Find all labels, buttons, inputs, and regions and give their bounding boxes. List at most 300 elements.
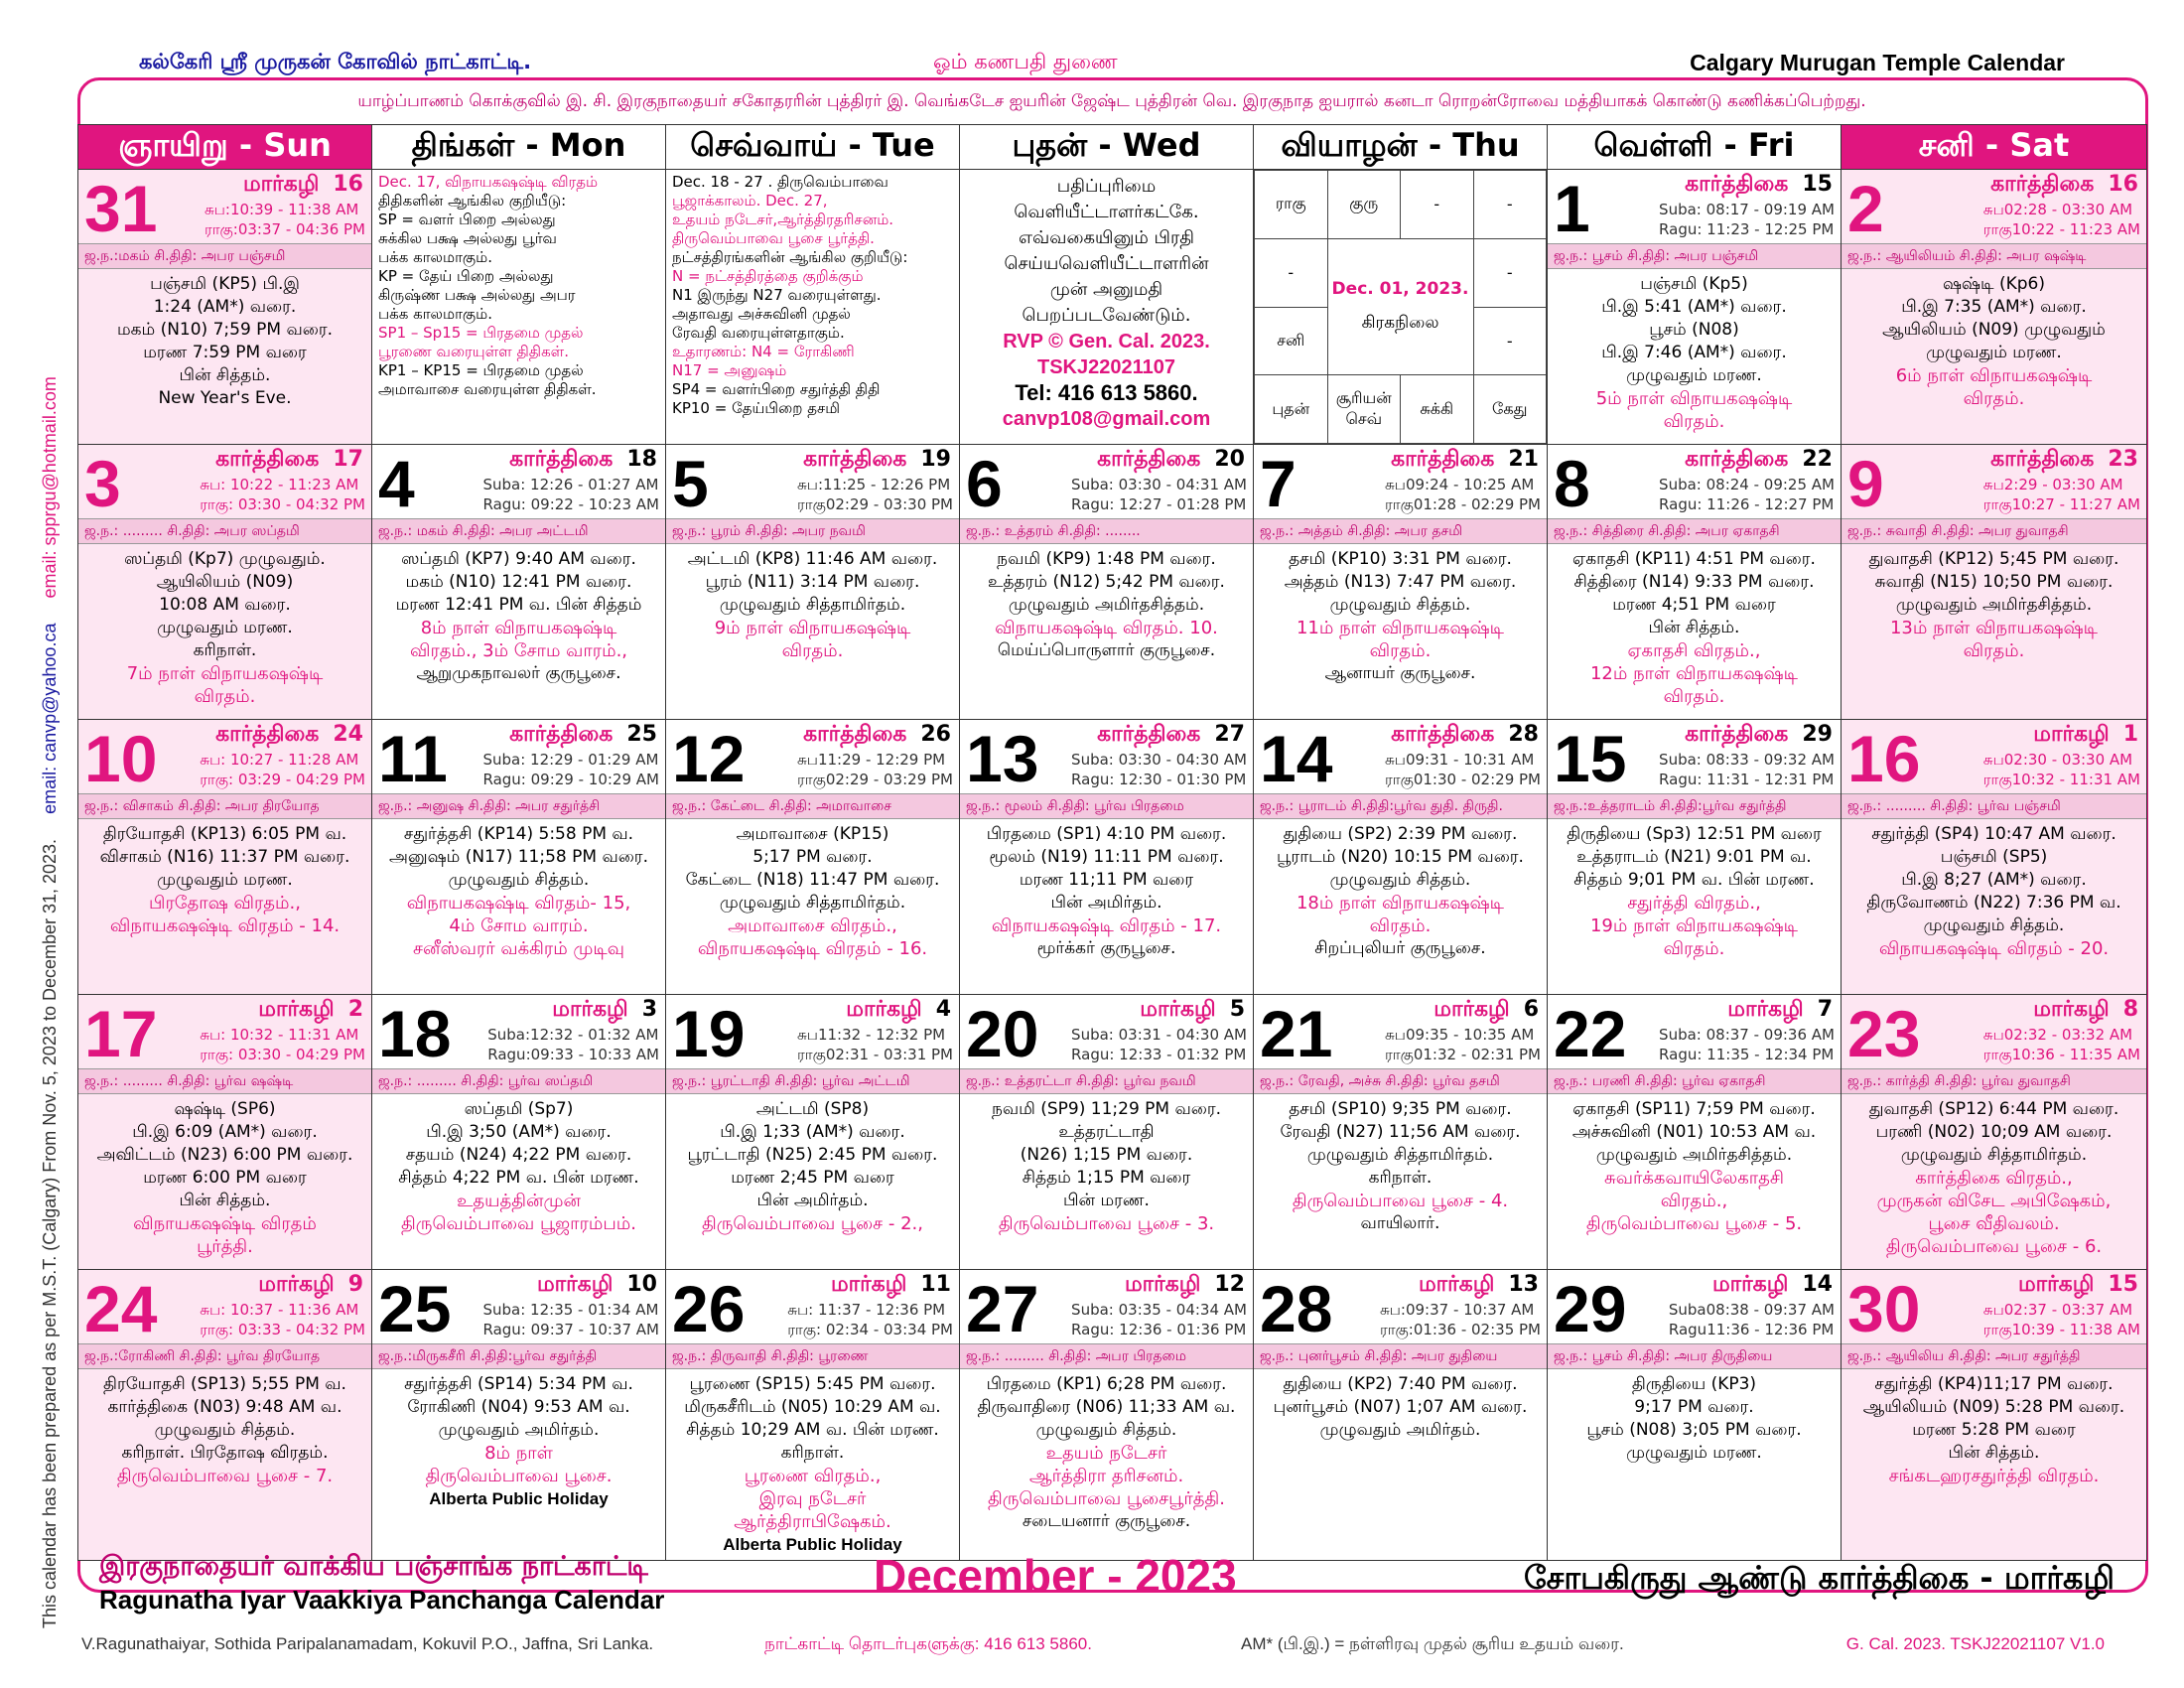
observance: விநாயகஷஷ்டி விரதம் - 16. bbox=[697, 938, 928, 959]
note-line: அமாவாசை வரையுள்ள திதிகள். bbox=[378, 380, 597, 398]
day-number: 31 bbox=[84, 172, 158, 245]
observance: விரதம். bbox=[1369, 640, 1432, 661]
day-header bbox=[666, 445, 959, 518]
detail-line: கரிநாள். bbox=[193, 640, 257, 660]
panchanga-details bbox=[78, 544, 371, 712]
ragu-time: ராகு: 03:30 - 04:29 PM bbox=[200, 1046, 365, 1063]
chart-date: Dec. 01, 2023. கிரகநிலை bbox=[1327, 238, 1473, 375]
detail-line: பஞ்சமி (SP5) bbox=[1940, 847, 2048, 867]
suba-time: சுப:10:39 - 11:38 AM bbox=[204, 201, 359, 218]
guru-pooja: சிறப்புலியர் குருபூசை. bbox=[1314, 938, 1486, 958]
detail-line: முழுவதும் அமிர்தம். bbox=[1319, 1420, 1481, 1440]
day-header bbox=[78, 1270, 371, 1343]
observance: விநாயகஷஷ்டி விரதம் bbox=[133, 1213, 317, 1234]
suba-ragu-times bbox=[797, 1025, 953, 1064]
detail-line: மரண 5:28 PM வரை bbox=[1912, 1420, 2076, 1440]
day-cell-12[interactable] bbox=[666, 720, 960, 995]
tamil-month bbox=[1990, 172, 2138, 200]
day-cell-13[interactable] bbox=[960, 720, 1254, 995]
tamil-month bbox=[258, 1272, 363, 1300]
detail-line: அச்சுவினி (N01) 10:53 AM வ. bbox=[1571, 1122, 1817, 1142]
detail-line: கார்த்திகை (N03) 9:48 AM வ. bbox=[107, 1397, 342, 1417]
tamil-month-name: மார்கழி bbox=[1727, 997, 1804, 1022]
detail-line: சித்தம் 10;29 AM வ. பின் மரண. bbox=[686, 1420, 939, 1440]
nakshatra-tithi-band: ஜ.ந.: ரேவதி, அச்சு சி.திதி: பூர்வ தசமி bbox=[1254, 1068, 1547, 1094]
observance: பிரதோஷ விரதம்., bbox=[149, 893, 301, 914]
observance: கார்த்திகை விரதம்., bbox=[1915, 1168, 2073, 1189]
day-cell-5[interactable] bbox=[666, 445, 960, 720]
day-cell-2[interactable] bbox=[1842, 170, 2147, 445]
guru-pooja: மூர்க்கர் குருபூசை. bbox=[1036, 938, 1176, 958]
day-header bbox=[1254, 995, 1547, 1068]
suba-time: சுப: 10:37 - 11:36 AM bbox=[200, 1301, 359, 1319]
detail-line: பிரதமை (KP1) 6;28 PM வரை. bbox=[986, 1374, 1227, 1394]
day-cell-29[interactable] bbox=[1548, 1270, 1842, 1561]
copyright-line: முன் அனுமதி bbox=[1049, 279, 1163, 300]
note-line: உதாரணம்: N4 = ரோகிணி bbox=[672, 343, 855, 360]
suba-ragu-times bbox=[482, 475, 659, 514]
footer-english-title: Ragunatha Iyar Vaakkiya Panchanga Calendar bbox=[99, 1585, 665, 1615]
day-header bbox=[1548, 170, 1841, 243]
suba-time: Suba: 03:35 - 04:34 AM bbox=[1071, 1301, 1247, 1319]
observance: திருவெம்பாவை பூசை. bbox=[425, 1466, 613, 1486]
panchanga-details bbox=[1842, 269, 2146, 414]
detail-line: பி.இ 8;27 (AM*) வரை. bbox=[1901, 870, 2087, 890]
observance: 13ம் நாள் விநாயகஷஷ்டி bbox=[1889, 618, 2099, 638]
detail-line: சதயம் (N24) 4;22 PM வரை. bbox=[405, 1145, 632, 1165]
tamil-month-day: 19 bbox=[920, 447, 951, 472]
tamil-month bbox=[1097, 722, 1245, 750]
detail-line: ஆயிலியம் (N09) 5:28 PM வரை. bbox=[1862, 1397, 2125, 1417]
observance: விநாயகஷஷ்டி விரதம்- 15, bbox=[406, 893, 631, 914]
observance: உதயத்தின்முன் bbox=[457, 1191, 581, 1211]
day-cell-1[interactable] bbox=[1548, 170, 1842, 445]
detail-line: மரண 6:00 PM வரை bbox=[143, 1168, 307, 1188]
nakshatra-tithi-band: ஜ.ந.:மகம் சி.திதி: அபர பஞ்சமி bbox=[78, 243, 371, 269]
day-cell-8[interactable] bbox=[1548, 445, 1842, 720]
weekday-header: செவ்வாய் - Tue bbox=[666, 125, 960, 170]
observance: ஆர்த்திராபிஷேகம். bbox=[734, 1511, 891, 1532]
tamil-month-name: கார்த்திகை bbox=[1685, 447, 1789, 472]
observance: விநாயகஷஷ்டி விரதம். 10. bbox=[995, 618, 1218, 638]
nakshatra-tithi-band: ஜ.ந.: ......... சி.திதி: அபர பிரதமை bbox=[960, 1343, 1253, 1369]
day-cell-11[interactable] bbox=[372, 720, 666, 995]
day-cell-27[interactable] bbox=[960, 1270, 1254, 1561]
detail-line: ஷஷ்டி (Kp6) bbox=[1942, 274, 2045, 294]
observance: திருவெம்பாவை பூசை - 2., bbox=[702, 1213, 923, 1234]
detail-line: பி.இ 3;50 (AM*) வரை. bbox=[426, 1122, 612, 1142]
detail-line: New Year's Eve. bbox=[158, 388, 292, 408]
tamil-month-day: 29 bbox=[1802, 722, 1833, 747]
day-number: 8 bbox=[1554, 447, 1590, 520]
ragu-time: Ragu: 11:31 - 12:31 PM bbox=[1659, 771, 1835, 788]
panchanga-details bbox=[372, 1369, 665, 1514]
tamil-month-name: கார்த்திகை bbox=[1685, 722, 1789, 747]
nakshatra-tithi-band: ஜ.ந.: விசாகம் சி.திதி: அபர திரயோத bbox=[78, 793, 371, 819]
suba-ragu-times bbox=[1385, 475, 1541, 514]
day-number: 10 bbox=[84, 722, 158, 795]
notes-monday bbox=[372, 170, 666, 445]
note-line: SP4 = வளர்பிறை சதுர்த்தி திதி bbox=[672, 380, 881, 398]
day-number: 12 bbox=[672, 722, 746, 795]
tamil-month-day: 7 bbox=[1817, 997, 1833, 1022]
suba-time: சுப09:35 - 10:35 AM bbox=[1385, 1026, 1535, 1044]
rasi-box: - bbox=[1473, 307, 1547, 375]
weekday-header: வெள்ளி - Fri bbox=[1548, 125, 1842, 170]
observance: 6ம் நாள் விநாயகஷஷ்டி bbox=[1895, 365, 2093, 386]
observance: 8ம் நாள் விநாயகஷஷ்டி bbox=[420, 618, 617, 638]
tamil-month-name: மார்கழி bbox=[2033, 997, 2110, 1022]
panchanga-details bbox=[666, 1369, 959, 1560]
tamil-month-day: 16 bbox=[333, 172, 363, 197]
suba-time: சுப: 10:22 - 11:23 AM bbox=[200, 476, 359, 493]
panchanga-details bbox=[1842, 1094, 2146, 1262]
tamil-month bbox=[509, 447, 657, 475]
day-cell-28[interactable] bbox=[1254, 1270, 1548, 1561]
detail-line: பஞ்சமி (KP5) பி.இ bbox=[150, 274, 300, 294]
day-cell-15[interactable] bbox=[1548, 720, 1842, 995]
nakshatra-tithi-band: ஜ.ந.: சித்திரை சி.திதி: அபர ஏகாதசி bbox=[1548, 518, 1841, 544]
ragu-time: Ragu:09:33 - 10:33 AM bbox=[487, 1046, 659, 1063]
detail-line: முழுவதும் சித்தம். bbox=[1329, 595, 1471, 615]
suba-ragu-times bbox=[487, 1025, 659, 1064]
day-cell-19[interactable] bbox=[666, 995, 960, 1270]
chart-title: கிரகநிலை bbox=[1361, 313, 1439, 333]
tamil-month-name: கார்த்திகை bbox=[215, 447, 320, 472]
day-header bbox=[1842, 445, 2146, 518]
suba-ragu-times bbox=[482, 1300, 659, 1339]
rasi-box: சூரியன் செவ் bbox=[1327, 375, 1401, 444]
ragu-time: ராகு10:22 - 11:23 AM bbox=[1982, 220, 2140, 238]
suba-time: சுப02:32 - 03:32 AM bbox=[1982, 1026, 2133, 1044]
day-header bbox=[1842, 720, 2146, 793]
observance: சனீஸ்வரர் வக்கிரம் முடிவு bbox=[413, 938, 624, 959]
tamil-month-day: 23 bbox=[2108, 447, 2138, 472]
observance: விரதம்., bbox=[1660, 1191, 1728, 1211]
day-cell-31[interactable] bbox=[78, 170, 372, 445]
suba-time: சுப: 11:37 - 12:36 PM bbox=[787, 1301, 946, 1319]
panchanga-details bbox=[1842, 819, 2146, 964]
day-header bbox=[78, 170, 371, 243]
ragu-time: ராகு: 03:33 - 04:32 PM bbox=[200, 1321, 365, 1338]
nakshatra-tithi-band: ஜ.ந.: ஆயிலிய சி.திதி: அபர சதுர்த்தி bbox=[1842, 1343, 2146, 1369]
panchanga-details bbox=[1548, 819, 1841, 964]
tamil-month-name: மார்கழி bbox=[2033, 722, 2110, 747]
sidebar-email-2[interactable]: email: spprgu@hotmail.com bbox=[40, 376, 60, 599]
note-line: SP = வளர் பிறை அல்லது bbox=[378, 211, 556, 228]
detail-line: விசாகம் (N16) 11:37 PM வரை. bbox=[99, 847, 350, 867]
suba-ragu-times bbox=[1983, 200, 2140, 239]
tamil-month-day: 26 bbox=[920, 722, 951, 747]
day-number: 2 bbox=[1847, 172, 1884, 245]
detail-line: ஏகாதசி (KP11) 4:51 PM வரை. bbox=[1572, 549, 1816, 569]
panchanga-details bbox=[1548, 269, 1841, 437]
tamil-month-day: 17 bbox=[333, 447, 363, 472]
tamil-month-name: மார்கழி bbox=[1418, 1272, 1495, 1297]
tamil-month-name: மார்கழி bbox=[242, 172, 320, 197]
day-cell-30[interactable] bbox=[1842, 1270, 2147, 1561]
nakshatra-tithi-band: ஜ.ந.: மகம் சி.திதி: அபர அட்டமி bbox=[372, 518, 665, 544]
tamil-month bbox=[1140, 997, 1245, 1025]
note-line: Dec. 18 - 27 . திருவெம்பாவை bbox=[672, 173, 888, 191]
observance: திருவெம்பாவை பூசை - 5. bbox=[1585, 1213, 1803, 1234]
detail-line: முழுவதும் சித்தாமிர்தம். bbox=[719, 595, 906, 615]
day-cell-6[interactable] bbox=[960, 445, 1254, 720]
panchanga-details bbox=[372, 1094, 665, 1239]
detail-line: முழுவதும் மரண. bbox=[1926, 343, 2062, 362]
detail-line: சதுர்த்தி (SP4) 10:47 AM வரை. bbox=[1871, 824, 2116, 844]
observance: 18ம் நாள் விநாயகஷஷ்டி bbox=[1296, 893, 1505, 914]
day-cell-3[interactable] bbox=[78, 445, 372, 720]
detail-line: ரோகிணி (N04) 9:53 AM வ. bbox=[407, 1397, 630, 1417]
guru-pooja: சடையனார் குருபூசை. bbox=[1022, 1511, 1191, 1531]
detail-line: மரண 11;11 PM வரை bbox=[1019, 870, 1194, 890]
day-header bbox=[1548, 995, 1841, 1068]
note-line: N17 = அனுஷம் bbox=[672, 361, 787, 379]
detail-line: 9;17 PM வரை. bbox=[1634, 1397, 1754, 1417]
tamil-month-name: கார்த்திகை bbox=[509, 722, 614, 747]
ragu-time: Ragu: 09:22 - 10:23 AM bbox=[482, 495, 659, 513]
panchanga-details bbox=[1254, 544, 1547, 689]
ragu-time: ராகு10:39 - 11:38 AM bbox=[1982, 1321, 2140, 1338]
tamil-month-day: 1 bbox=[2122, 722, 2138, 747]
day-number: 15 bbox=[1554, 722, 1627, 795]
panchanga-details bbox=[960, 1369, 1253, 1537]
day-number: 1 bbox=[1554, 172, 1590, 245]
rasi-box: - bbox=[1255, 238, 1328, 307]
tamil-month bbox=[1685, 172, 1833, 200]
nakshatra-tithi-band: ஜ.ந.: கார்த்தி சி.திதி: பூர்வ துவாதசி bbox=[1842, 1068, 2146, 1094]
day-header bbox=[1254, 1270, 1547, 1343]
day-header bbox=[960, 1270, 1253, 1343]
rasi-box: குரு bbox=[1327, 171, 1401, 239]
day-header bbox=[666, 720, 959, 793]
suba-time: சுப11:29 - 12:29 PM bbox=[797, 751, 946, 769]
detail-line: முழுவதும் சித்தம். bbox=[1035, 1420, 1177, 1440]
nakshatra-tithi-band: ஜ.ந.: பூராடம் சி.திதி:பூர்வ துதி. திருதி. bbox=[1254, 793, 1547, 819]
copyright-line: பதிப்புரிமை bbox=[1056, 176, 1157, 197]
tamil-month-day: 22 bbox=[1802, 447, 1833, 472]
detail-line: மூலம் (N19) 11:11 PM வரை. bbox=[989, 847, 1224, 867]
day-cell-9[interactable] bbox=[1842, 445, 2147, 720]
day-cell-10[interactable] bbox=[78, 720, 372, 995]
observance: ஏகாதசி விரதம்., bbox=[1627, 640, 1761, 661]
ragu-time: Ragu: 09:29 - 10:29 AM bbox=[482, 771, 659, 788]
day-number: 18 bbox=[378, 997, 452, 1070]
detail-line: ஷஷ்டி (SP6) bbox=[174, 1099, 276, 1119]
panchanga-details bbox=[960, 819, 1253, 964]
tamil-month bbox=[1685, 447, 1833, 475]
public-holiday: Alberta Public Holiday bbox=[429, 1489, 609, 1508]
detail-line: பூரணை (SP15) 5:45 PM வரை. bbox=[689, 1374, 936, 1394]
observance: விநாயகஷஷ்டி விரதம் - 17. bbox=[991, 915, 1222, 936]
tamil-month-name: மார்கழி bbox=[2017, 1272, 2095, 1297]
nakshatra-tithi-band: ஜ.ந.: உத்தரட்டா சி.திதி: பூர்வ நவமி bbox=[960, 1068, 1253, 1094]
tamil-month bbox=[1433, 997, 1539, 1025]
note-line: பூரணை வரையுள்ள திதிகள். bbox=[378, 343, 569, 360]
day-cell-25[interactable] bbox=[372, 1270, 666, 1561]
tamil-month-name: மார்கழி bbox=[846, 997, 922, 1022]
observance: திருவெம்பாவை பூசைபூர்த்தி. bbox=[988, 1488, 1225, 1509]
detail-line: சதுர்த்தசி (SP14) 5:34 PM வ. bbox=[404, 1374, 633, 1394]
day-cell-7[interactable] bbox=[1254, 445, 1548, 720]
suba-time: சுப:09:37 - 10:37 AM bbox=[1379, 1301, 1535, 1319]
day-cell-23[interactable] bbox=[1842, 995, 2147, 1270]
detail-line: ஏகாதசி (SP11) 7;59 PM வரை. bbox=[1572, 1099, 1816, 1119]
publisher-phone[interactable]: Tel: 416 613 5860. bbox=[1015, 380, 1198, 405]
tamil-month bbox=[215, 722, 363, 750]
detail-line: அத்தம் (N13) 7:47 PM வரை. bbox=[1284, 572, 1517, 592]
nakshatra-tithi-band: ஜ.ந.: ஆயிலியம் சி.திதி: அபர ஷஷ்டி bbox=[1842, 243, 2146, 269]
sidebar-note bbox=[40, 60, 69, 1628]
ragu-time: ராகு: 03:30 - 04:32 PM bbox=[200, 495, 365, 513]
rasi-box: சனி bbox=[1255, 307, 1328, 375]
footer-address: V.Ragunathaiyar, Sothida Paripalanamadam, Kokuvil P.O., Jaffna, Sri Lanka. bbox=[81, 1634, 654, 1653]
day-number: 21 bbox=[1260, 997, 1333, 1070]
ragu-time: ராகு10:27 - 11:27 AM bbox=[1982, 495, 2140, 513]
day-number: 27 bbox=[966, 1272, 1039, 1345]
nakshatra-tithi-band: ஜ.ந.: பூசம் சி.திதி: அபர பஞ்சமி bbox=[1548, 243, 1841, 269]
suba-time: Suba: 03:30 - 04:31 AM bbox=[1071, 476, 1247, 493]
footer-tamil-title: இரகுநாதையர் வாக்கிய பஞ்சாங்க நாட்காட்டி bbox=[99, 1551, 648, 1582]
day-cell-16[interactable] bbox=[1842, 720, 2147, 995]
tamil-month-day: 2 bbox=[347, 997, 363, 1022]
nakshatra-tithi-band: ஜ.ந.: திருவாதி சி.திதி: பூரணை bbox=[666, 1343, 959, 1369]
day-number: 5 bbox=[672, 447, 709, 520]
detail-line: முழுவதும் சித்தம். bbox=[154, 1420, 296, 1440]
tamil-month bbox=[2018, 1272, 2138, 1300]
day-header bbox=[78, 445, 371, 518]
tamil-month-day: 27 bbox=[1214, 722, 1245, 747]
tamil-month-name: மார்கழி bbox=[1711, 1272, 1789, 1297]
tamil-month-name: மார்கழி bbox=[258, 1272, 335, 1297]
day-number: 14 bbox=[1260, 722, 1333, 795]
day-cell-4[interactable] bbox=[372, 445, 666, 720]
suba-ragu-times bbox=[200, 750, 365, 789]
suba-ragu-times bbox=[200, 1025, 365, 1064]
day-cell-20[interactable] bbox=[960, 995, 1254, 1270]
note-line: அதாவது அச்சுவினி முதல் bbox=[672, 305, 851, 323]
detail-line: உத்தராடம் (N21) 9:01 PM வ. bbox=[1576, 847, 1812, 867]
observance: 4ம் சோம வாரம். bbox=[449, 915, 589, 936]
detail-line: ஆயிலியம் (N09) முழுவதும் bbox=[1882, 320, 2106, 340]
suba-time: சுப2:29 - 03:30 AM bbox=[1982, 476, 2123, 493]
detail-line: சதுர்த்தசி (KP14) 5:58 PM வ. bbox=[403, 824, 634, 844]
ragu-time: Ragu: 11:35 - 12:34 PM bbox=[1659, 1046, 1835, 1063]
tamil-month-name: கார்த்திகை bbox=[1391, 447, 1495, 472]
suba-ragu-times bbox=[200, 475, 365, 514]
temple-calendar-title-tamil: கல்கேரி ஸ்ரீ முருகன் கோவில் நாட்காட்டி. bbox=[139, 50, 532, 73]
note-line: திதிகளின் ஆங்கில குறியீடு: bbox=[378, 192, 567, 210]
tamil-month bbox=[1712, 1272, 1833, 1300]
day-number: 9 bbox=[1847, 447, 1884, 520]
observance: பூர்த்தி. bbox=[197, 1236, 253, 1257]
observance: திருவெம்பாவை பூசை - 3. bbox=[998, 1213, 1215, 1234]
publisher-info bbox=[960, 170, 1253, 432]
day-cell-17[interactable] bbox=[78, 995, 372, 1270]
tamil-month-day: 14 bbox=[1802, 1272, 1833, 1297]
panchanga-details bbox=[78, 819, 371, 941]
footer-contact: நாட்காட்டி தொடர்புகளுக்கு: 416 613 5860. bbox=[764, 1634, 1092, 1653]
day-cell-21[interactable] bbox=[1254, 995, 1548, 1270]
tamil-month bbox=[1125, 1272, 1245, 1300]
day-cell-26[interactable] bbox=[666, 1270, 960, 1561]
detail-line: சித்திரை (N14) 9:33 PM வரை. bbox=[1573, 572, 1815, 592]
suba-ragu-times bbox=[1380, 1300, 1541, 1339]
panchanga-details bbox=[1254, 819, 1547, 964]
note-line: கிருஷ்ண பக்ஷ அல்லது அபர bbox=[378, 286, 576, 304]
ragu-time: ராகு02:31 - 03:31 PM bbox=[797, 1046, 953, 1063]
suba-time: Suba: 08:17 - 09:19 AM bbox=[1659, 201, 1835, 218]
day-cell-18[interactable] bbox=[372, 995, 666, 1270]
suba-time: சுப02:37 - 03:37 AM bbox=[1982, 1301, 2133, 1319]
day-number: 11 bbox=[378, 722, 448, 795]
suba-ragu-times bbox=[205, 200, 365, 239]
tamil-month bbox=[1391, 447, 1539, 475]
observance: விரதம்., 3ம் சோம வாரம்., bbox=[409, 640, 628, 661]
tamil-month-name: மார்கழி bbox=[1124, 1272, 1201, 1297]
guru-pooja: ஆறுமுகநாவலர் குருபூசை. bbox=[416, 663, 621, 683]
sidebar-email-1[interactable]: email: canvp@yahoo.ca bbox=[40, 623, 60, 814]
detail-line: பி.இ 7:46 (AM*) வரை. bbox=[1601, 343, 1787, 362]
panchanga-details bbox=[372, 544, 665, 689]
suba-time: Suba:12:32 - 01:32 AM bbox=[487, 1026, 659, 1044]
detail-line: மிருகசீரிடம் (N05) 10:29 AM வ. bbox=[684, 1397, 941, 1417]
day-header bbox=[1842, 1270, 2146, 1343]
note-line: Dec. 17, விநாயகஷஷ்டி விரதம் bbox=[378, 173, 599, 191]
publisher-email[interactable]: canvp108@gmail.com bbox=[1002, 408, 1211, 430]
panchanga-details bbox=[1548, 1094, 1841, 1239]
observance: 5ம் நாள் விநாயகஷஷ்டி bbox=[1595, 388, 1793, 409]
observance: பூசை வீதிவலம். bbox=[1928, 1213, 2060, 1234]
detail-line: அட்டமி (KP8) 11:46 AM வரை. bbox=[687, 549, 938, 569]
day-cell-14[interactable] bbox=[1254, 720, 1548, 995]
detail-line: முழுவதும் சித்தாமிர்தம். bbox=[1306, 1145, 1494, 1165]
tamil-month bbox=[2033, 722, 2138, 750]
note-line: SP1 – Sp15 = பிரதமை முதல் bbox=[378, 324, 584, 342]
ragu-time: Ragu: 11:26 - 12:27 PM bbox=[1659, 495, 1835, 513]
detail-line: பின் மரண. bbox=[1063, 1191, 1150, 1210]
observance: சுவர்க்கவாயிலேகாதசி bbox=[1604, 1168, 1784, 1189]
detail-line: சுவாதி (N15) 10;50 PM வரை. bbox=[1874, 572, 2114, 592]
tamil-month-name: கார்த்திகை bbox=[1097, 447, 1201, 472]
suba-ragu-times bbox=[1659, 1025, 1835, 1064]
tamil-month-name: மார்கழி bbox=[1433, 997, 1510, 1022]
day-cell-24[interactable] bbox=[78, 1270, 372, 1561]
observance: முருகன் விசேட அபிஷேகம், bbox=[1876, 1191, 2112, 1211]
observance: விரதம். bbox=[1663, 686, 1725, 707]
observance: திருவெம்பாவை பூசை - 4. bbox=[1292, 1191, 1509, 1211]
ragu-time: ராகு01:32 - 02:31 PM bbox=[1385, 1046, 1541, 1063]
tamil-month-day: 4 bbox=[935, 997, 951, 1022]
observance: 7ம் நாள் விநாயகஷஷ்டி bbox=[126, 663, 324, 684]
ragu-time: Ragu: 11:23 - 12:25 PM bbox=[1659, 220, 1835, 238]
nakshatra-tithi-band: ஜ.ந.: ......... சி.திதி: பூர்வ ஷஷ்டி bbox=[78, 1068, 371, 1094]
tamil-month-name: கார்த்திகை bbox=[509, 447, 614, 472]
day-number: 3 bbox=[84, 447, 121, 520]
suba-time: சுப02:28 - 03:30 AM bbox=[1982, 201, 2133, 218]
observance: 12ம் நாள் விநாயகஷஷ்டி bbox=[1589, 663, 1799, 684]
tamil-month bbox=[1391, 722, 1539, 750]
suba-time: Suba: 03:31 - 04:30 AM bbox=[1071, 1026, 1247, 1044]
detail-line: பஞ்சமி (Kp5) bbox=[1640, 274, 1748, 294]
panchanga-details bbox=[1842, 1369, 2146, 1491]
rasi-box: - bbox=[1401, 171, 1474, 239]
ragu-time: ராகு: 03:29 - 04:29 PM bbox=[200, 771, 365, 788]
footer-version: G. Cal. 2023. TSKJ22021107 V1.0 bbox=[1845, 1634, 2105, 1653]
note-line: KP10 = தேய்பிறை தசமி bbox=[672, 399, 841, 417]
day-cell-22[interactable] bbox=[1548, 995, 1842, 1270]
